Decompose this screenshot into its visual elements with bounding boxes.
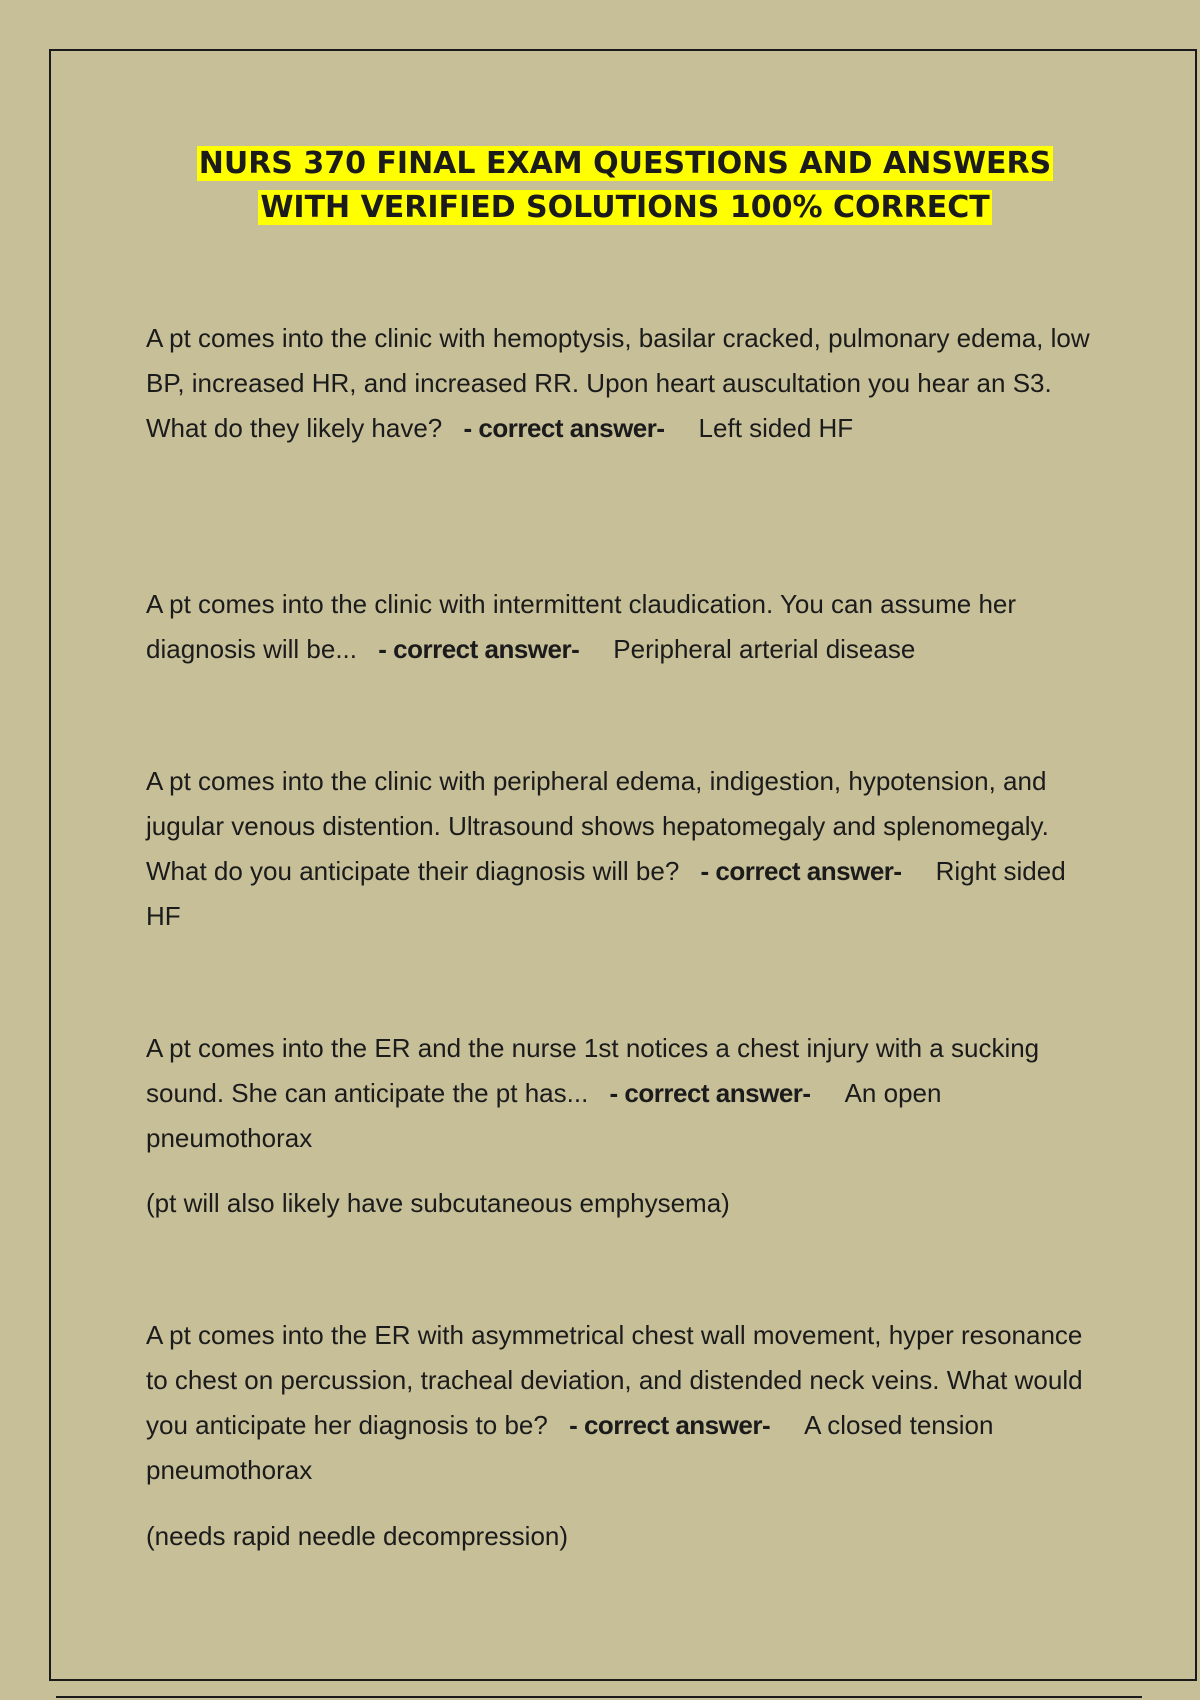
answer-text: A closed tension pneumothorax — [146, 1410, 994, 1485]
qa-item-1 — [146, 316, 1106, 451]
answer-label: - correct answer- — [378, 634, 580, 664]
qa-item-2 — [146, 582, 1106, 672]
answer-label: - correct answer- — [569, 1410, 771, 1440]
answer-label: - correct answer- — [700, 856, 902, 886]
title-line-1: NURS 370 FINAL EXAM QUESTIONS AND ANSWERS — [198, 146, 1052, 181]
qa-item-5 — [146, 1313, 1106, 1493]
answer-text: Left sided HF — [698, 413, 854, 443]
qa-item-3 — [146, 759, 1106, 939]
qa-item-5-note: (needs rapid needle decompression) — [146, 1521, 569, 1551]
qa-item-4-note: (pt will also likely have subcutaneous emphysema) — [146, 1188, 730, 1218]
answer-label: - correct answer- — [609, 1078, 811, 1108]
question-text: A pt comes into the clinic with peripheral edema, indigestion, hypotension, and jugular venous distention. Ultrasound shows hepatomegaly and splenomegaly. What do you anticipate their diagnosis will be? — [146, 766, 1049, 886]
question-text: A pt comes into the ER with asymmetrical chest wall movement, hyper resonance to chest on percussion, tracheal deviation, and distended neck veins. What would you anticipate her diagnosis to be? — [146, 1320, 1083, 1440]
document-title — [0, 142, 1200, 230]
qa-item-4 — [146, 1026, 1106, 1161]
question-text: A pt comes into the clinic with intermittent claudication. You can assume her diagnosis will be... — [146, 589, 1017, 664]
answer-text: Peripheral arterial disease — [613, 634, 916, 664]
answer-text: Right sided HF — [146, 856, 1066, 931]
answer-text: An open pneumothorax — [146, 1078, 942, 1153]
answer-label: - correct answer- — [463, 413, 665, 443]
bottom-rule — [56, 1696, 1142, 1698]
title-line-2: WITH VERIFIED SOLUTIONS 100% CORRECT — [260, 190, 990, 225]
question-text: A pt comes into the clinic with hemoptysis, basilar cracked, pulmonary edema, low BP, increased HR, and increased RR. Upon heart auscultation you hear an S3. What do they likely have? — [146, 323, 1090, 443]
question-text: A pt comes into the ER and the nurse 1st notices a chest injury with a sucking sound. She can anticipate the pt has... — [146, 1033, 1040, 1108]
